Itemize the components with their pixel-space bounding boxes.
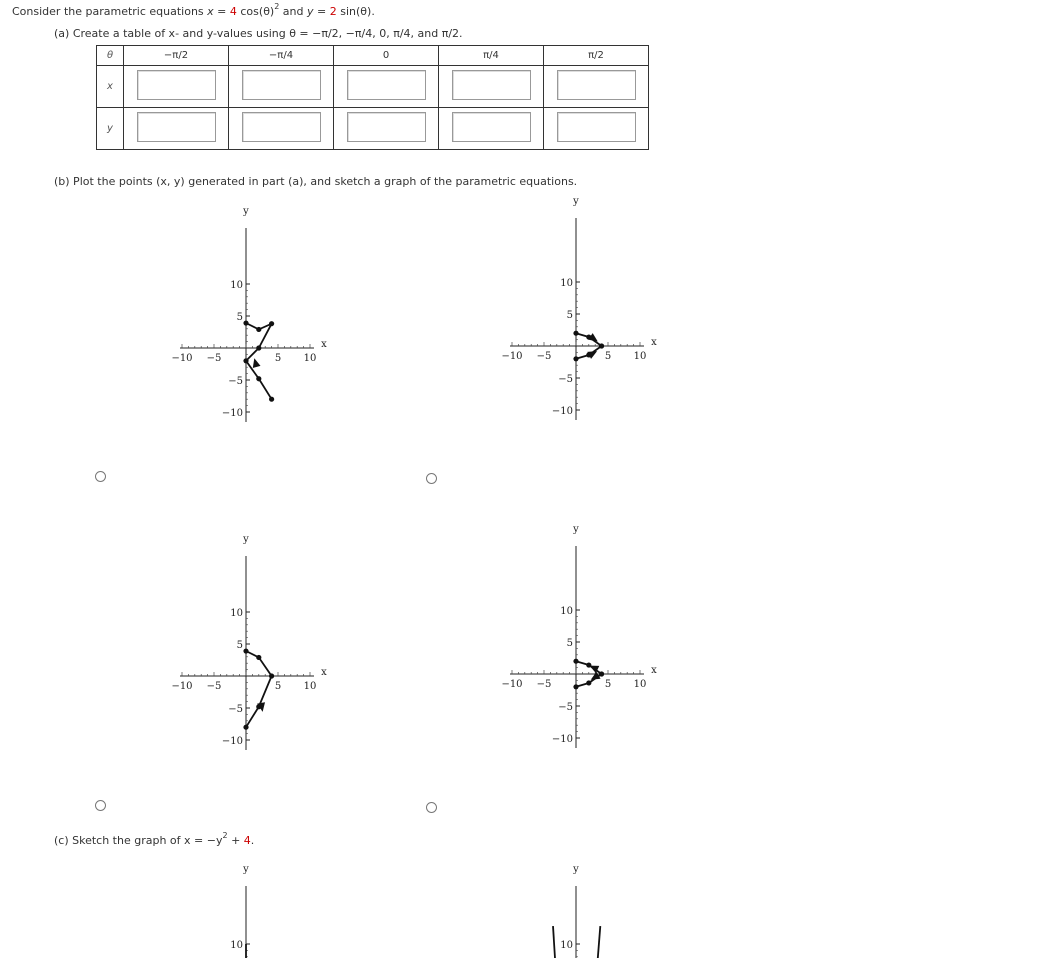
graph-option-3[interactable] xyxy=(90,518,410,818)
x-axis-label: x xyxy=(651,337,657,348)
header-pi-2: π/2 xyxy=(544,46,649,66)
graph-c-option-2[interactable] xyxy=(420,850,740,958)
x-tick-label: −5 xyxy=(536,679,552,690)
part-c-plus: + xyxy=(227,834,244,847)
part-c-instruction xyxy=(54,831,255,847)
y-axis-label: y xyxy=(243,534,249,545)
curve-path xyxy=(553,926,558,958)
y-tick-label: 5 xyxy=(236,640,243,651)
data-point xyxy=(573,331,578,336)
y-axis-label: y xyxy=(573,196,579,207)
question-intro: Consider the parametric equations xyxy=(12,5,208,18)
part-c-prefix: (c) Sketch the graph of x = −y xyxy=(54,834,223,847)
data-point xyxy=(269,321,274,326)
x-coefficient: 4 xyxy=(229,5,237,18)
graph-option-1[interactable] xyxy=(90,190,410,490)
x-input-zero[interactable] xyxy=(347,70,426,100)
graph-option-4[interactable] xyxy=(420,518,740,818)
x-axis-label: x xyxy=(321,339,327,350)
x-tick-label: 5 xyxy=(274,681,282,692)
x-tick-label: 5 xyxy=(604,679,612,690)
y-axis-label: y xyxy=(243,864,249,875)
x-tick-label: 5 xyxy=(274,353,282,364)
y-tick-label: 10 xyxy=(560,606,573,617)
y-tick-label: 10 xyxy=(560,940,573,951)
y-input-neg-pi-4[interactable] xyxy=(242,112,321,142)
part-c-end: . xyxy=(250,834,255,847)
y-tick-label: −5 xyxy=(228,376,243,387)
y-input-zero[interactable] xyxy=(347,112,426,142)
x-tick-label: −10 xyxy=(501,679,523,690)
x-function: cos(θ) xyxy=(236,5,275,18)
data-point xyxy=(586,680,591,685)
x-input-neg-pi-4[interactable] xyxy=(242,70,321,100)
header-zero: 0 xyxy=(334,46,439,66)
header-neg-pi-2: −π/2 xyxy=(124,46,229,66)
data-point xyxy=(243,320,248,325)
y-tick-label: 5 xyxy=(566,310,573,321)
curve-path xyxy=(246,651,272,727)
header-pi-4: π/4 xyxy=(439,46,544,66)
data-point xyxy=(256,376,261,381)
data-point xyxy=(599,671,604,676)
y-tick-label: −5 xyxy=(558,702,573,713)
theta-header-row xyxy=(97,46,649,66)
data-point xyxy=(256,655,261,660)
part-b-instruction: (b) Plot the points (x, y) generated in part (a), and sketch a graph of the parametric equations. xyxy=(54,175,578,188)
x-axis-label: x xyxy=(321,667,327,678)
x-input-neg-pi-2[interactable] xyxy=(137,70,216,100)
data-point xyxy=(573,356,578,361)
theta-label: θ xyxy=(97,46,124,66)
y-tick-label: −5 xyxy=(558,374,573,385)
y-tick-label: −10 xyxy=(221,736,243,747)
curve-path xyxy=(246,323,272,399)
y-tick-label: 5 xyxy=(566,638,573,649)
graph-option-3-curve xyxy=(243,648,274,729)
y-tick-label: −10 xyxy=(551,406,573,417)
data-point xyxy=(243,358,248,363)
question-text xyxy=(12,2,375,18)
x-tick-label: −5 xyxy=(536,351,552,362)
x-tick-label: 10 xyxy=(303,681,317,692)
x-tick-label: −10 xyxy=(171,353,193,364)
data-point xyxy=(599,343,604,348)
y-input-neg-pi-2[interactable] xyxy=(137,112,216,142)
and-word: and xyxy=(279,5,308,18)
data-point xyxy=(243,725,248,730)
y-tick-label: −5 xyxy=(228,704,243,715)
graph-option-2[interactable] xyxy=(420,190,740,490)
y-prefix: y = xyxy=(307,5,330,18)
x-row-label: x xyxy=(97,66,124,108)
graph-c-option-1[interactable] xyxy=(90,850,410,958)
part-a-instruction: (a) Create a table of x- and y-values using θ = −π/2, −π/4, 0, π/4, and π/2. xyxy=(54,27,463,40)
part-c-constant: 4 xyxy=(243,834,251,847)
y-tick-label: −10 xyxy=(551,734,573,745)
y-tick-label: 10 xyxy=(560,278,573,289)
x-axis-label: x xyxy=(651,665,657,676)
y-tick-label: 5 xyxy=(236,312,243,323)
x-row xyxy=(97,66,649,108)
x-tick-label: −10 xyxy=(501,351,523,362)
y-row xyxy=(97,108,649,150)
y-tick-label: 10 xyxy=(230,940,243,951)
data-point xyxy=(573,659,578,664)
part-c-exponent: 2 xyxy=(222,831,228,840)
graph-option-1-curve xyxy=(243,320,274,401)
direction-arrow xyxy=(253,358,261,368)
x-tick-label: −10 xyxy=(171,681,193,692)
data-point xyxy=(243,648,248,653)
y-input-pi-4[interactable] xyxy=(452,112,531,142)
data-point xyxy=(256,327,261,332)
x-tick-label: 10 xyxy=(633,351,647,362)
y-axis-label: y xyxy=(573,524,579,535)
data-point xyxy=(269,397,274,402)
x-exponent: 2 xyxy=(274,2,280,11)
x-prefix: x = xyxy=(207,5,230,18)
y-tick-label: 10 xyxy=(230,280,243,291)
data-point xyxy=(573,684,578,689)
x-tick-label: −5 xyxy=(206,681,222,692)
y-coefficient: 2 xyxy=(329,5,337,18)
header-neg-pi-4: −π/4 xyxy=(229,46,334,66)
y-axis-label: y xyxy=(243,206,249,217)
y-tick-label: −10 xyxy=(221,408,243,419)
y-function: sin(θ). xyxy=(336,5,375,18)
x-tick-label: −5 xyxy=(206,353,222,364)
x-tick-label: 5 xyxy=(604,351,612,362)
data-point xyxy=(256,345,261,350)
x-input-pi-4[interactable] xyxy=(452,70,531,100)
data-point xyxy=(269,673,274,678)
y-tick-label: 10 xyxy=(230,608,243,619)
x-tick-label: 10 xyxy=(303,353,317,364)
y-row-label: y xyxy=(97,108,124,150)
xy-values-table xyxy=(96,45,649,150)
y-axis-label: y xyxy=(573,864,579,875)
x-tick-label: 10 xyxy=(633,679,647,690)
x-input-pi-2[interactable] xyxy=(557,70,636,100)
y-input-pi-2[interactable] xyxy=(557,112,636,142)
curve-path xyxy=(594,926,600,958)
